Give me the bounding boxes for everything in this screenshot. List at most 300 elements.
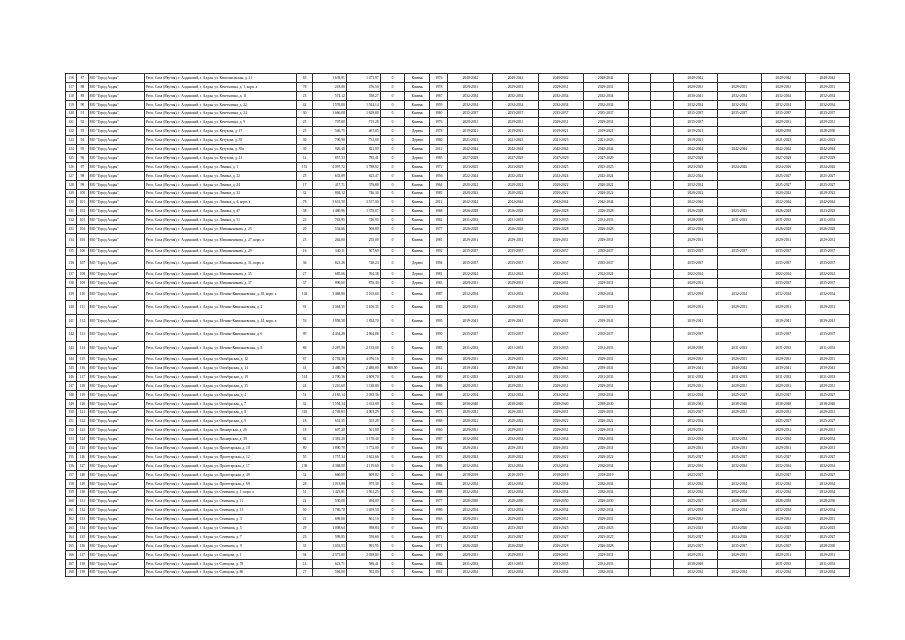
table-cell: 2042-2044 xyxy=(761,145,805,154)
table-cell: 2025-2027 xyxy=(805,180,849,189)
table-cell: 2029-2031 xyxy=(538,408,583,417)
table-cell: 0 xyxy=(380,189,405,198)
table-cell: 0 xyxy=(380,506,405,515)
table-cell: 2028-2030 xyxy=(805,541,849,550)
table-cell: Камень xyxy=(405,74,430,83)
table-cell: 2035-2037 xyxy=(448,109,493,118)
table-cell: МО "Город Алдан" xyxy=(88,171,144,180)
table-cell: 660,00 xyxy=(312,470,346,479)
table-cell: 2020-2022 xyxy=(493,417,538,426)
table-cell: 107 xyxy=(77,256,88,270)
table-cell: 2031-2033 xyxy=(493,559,538,568)
table-cell: 2025-2027 xyxy=(673,533,717,542)
table-cell: 100 xyxy=(77,189,88,198)
table-cell: Респ. Саха (Якутия), г. Алданский, г. Алдан, ул. Семенова, д. 11 xyxy=(144,497,296,506)
table-cell: 1988 xyxy=(430,488,448,497)
table-cell: 2032-2034 xyxy=(493,568,538,577)
table-cell: 0 xyxy=(380,247,405,256)
table-cell xyxy=(628,399,651,408)
table-cell: 2032-2034 xyxy=(538,506,583,515)
table-cell: 2023-2025 xyxy=(583,162,628,171)
table-cell: 24 xyxy=(297,381,313,390)
table-cell: 2021-2023 xyxy=(538,136,583,145)
table-cell: МО "Город Алдан" xyxy=(88,91,144,100)
table-cell: 0 xyxy=(380,408,405,417)
table-cell: 2029-2031 xyxy=(448,408,493,417)
table-cell: 2020-2022 xyxy=(583,180,628,189)
table-cell: Респ. Саха (Якутия), г. Алданский, г. Алдан, ул. Ленина, д. 51 xyxy=(144,216,296,225)
table-cell: 2031-2033 xyxy=(805,216,849,225)
table-cell: 2020-2022 xyxy=(538,453,583,462)
table-cell: 137 xyxy=(77,550,88,559)
table-cell: 2 609,70 xyxy=(346,372,380,381)
table-cell: Респ. Саха (Якутия), г. Алданский, г. Алдан, ул. Слепцова, д. 78 xyxy=(144,559,296,568)
table-cell xyxy=(628,444,651,453)
table-cell: 926,40 xyxy=(312,145,346,154)
table-cell: Респ. Саха (Якутия), г. Алданский, г. Алдан, ул. Кочетыгина, д. 9 xyxy=(144,118,296,127)
table-cell: 0 xyxy=(380,470,405,479)
table-cell: 1 361,25 xyxy=(346,488,380,497)
table-cell: 2032-2034 xyxy=(583,488,628,497)
table-cell: 111 xyxy=(77,301,88,315)
table-cell xyxy=(628,390,651,399)
table-cell: 143 xyxy=(66,341,77,355)
table-cell: Респ. Саха (Якутия), г. Алданский, г. Алдан, ул. Пролетарская, д. 12 xyxy=(144,453,296,462)
table-cell: 2023-2025 xyxy=(673,524,717,533)
table-cell: 2042-2044 xyxy=(805,145,849,154)
table-cell: 133 xyxy=(66,225,77,234)
table-cell: 2022-2024 xyxy=(761,269,805,278)
table-cell xyxy=(717,154,761,163)
table-cell: 2032-2034 xyxy=(493,287,538,301)
table-cell: 607,20 xyxy=(312,426,346,435)
table-cell: 158 xyxy=(66,479,77,488)
table-cell: 25 xyxy=(297,171,313,180)
table-cell: 2032-2034 xyxy=(761,91,805,100)
table-cell: 594,38 xyxy=(346,269,380,278)
table-cell: 0 xyxy=(380,479,405,488)
table-cell: 2029-2031 xyxy=(538,550,583,559)
table-cell: 726,95 xyxy=(346,216,380,225)
table-cell: 558,27 xyxy=(346,91,380,100)
table-cell: 0 xyxy=(380,269,405,278)
table-cell: 1972 xyxy=(430,524,448,533)
table-cell: Респ. Саха (Якутия), г. Алданский, г. Алдан, ул. Семенова, д. 3 xyxy=(144,515,296,524)
table-cell: 623,71 xyxy=(312,559,346,568)
table-cell xyxy=(651,301,674,315)
table-cell: 160 xyxy=(66,497,77,506)
table-cell: 2027-2029 xyxy=(493,154,538,163)
table-cell: 2038-2040 xyxy=(673,559,717,568)
table-cell: 2032-2034 xyxy=(805,100,849,109)
table-cell: 2025-2027 xyxy=(717,453,761,462)
table-cell: 1964 xyxy=(430,355,448,364)
table-cell: 25 xyxy=(297,118,313,127)
table-cell: 114 xyxy=(297,372,313,381)
table-cell: 159 xyxy=(66,488,77,497)
table-cell: 1986 xyxy=(430,506,448,515)
table-cell: 2031-2033 xyxy=(493,216,538,225)
table-cell: 0 xyxy=(380,287,405,301)
table-cell: 2023-2025 xyxy=(805,207,849,216)
table-cell xyxy=(651,189,674,198)
table-cell: 2029-2031 xyxy=(761,444,805,453)
table-cell: 16 xyxy=(297,247,313,256)
table-cell: Респ. Саха (Якутия), г. Алданский, г. Алдан, ул. Ленина, д. 4, корп. а xyxy=(144,198,296,207)
document-page xyxy=(65,73,850,577)
table-cell xyxy=(628,234,651,248)
table-cell: 2039-2041 xyxy=(583,314,628,328)
table-cell: Камень xyxy=(405,207,430,216)
table-cell: 89 xyxy=(77,91,88,100)
table-cell: 2031-2033 xyxy=(538,341,583,355)
table-cell: МО "Город Алдан" xyxy=(88,278,144,287)
table-cell: 2039-2041 xyxy=(761,314,805,328)
table-cell: 2029-2031 xyxy=(583,381,628,390)
table-cell: 136 xyxy=(77,541,88,550)
table-cell xyxy=(651,207,674,216)
table-row xyxy=(66,154,850,163)
table-cell: 1 480,96 xyxy=(312,207,346,216)
table-cell: 2032-2034 xyxy=(673,435,717,444)
table-cell: 102 xyxy=(77,207,88,216)
table-cell: 2039-2041 xyxy=(761,364,805,373)
table-cell: 1971 xyxy=(430,541,448,550)
table-cell: 25 xyxy=(297,127,313,136)
table-cell: 127 xyxy=(66,171,77,180)
table-cell: 1 138,80 xyxy=(346,381,380,390)
table-cell: 3 364,35 xyxy=(312,301,346,315)
table-row xyxy=(66,136,850,145)
table-cell: 1964 xyxy=(430,470,448,479)
table-cell: Респ. Саха (Якутия), г. Алданский, г. Алдан, ул. Мичманчикова, д. 35 xyxy=(144,269,296,278)
table-cell: Камень xyxy=(405,515,430,524)
table-cell: 2032-2034 xyxy=(583,479,628,488)
table-cell: Камень xyxy=(405,198,430,207)
table-row xyxy=(66,207,850,216)
table-cell xyxy=(651,372,674,381)
table-cell: 2040-2042 xyxy=(717,364,761,373)
table-cell: 93 xyxy=(77,127,88,136)
table-cell: 2032-2034 xyxy=(448,287,493,301)
table-cell: 1960 xyxy=(430,136,448,145)
table-cell: 876,40 xyxy=(346,278,380,287)
table-cell: 1964 xyxy=(430,180,448,189)
table-cell: 88 xyxy=(77,82,88,91)
table-cell: Камень xyxy=(405,541,430,550)
table-cell: 2031-2033 xyxy=(717,341,761,355)
table-cell xyxy=(628,355,651,364)
table-cell xyxy=(651,269,674,278)
table-cell: 2029-2031 xyxy=(583,278,628,287)
table-cell: 2 371,00 xyxy=(312,550,346,559)
table-cell: МО "Город Алдан" xyxy=(88,435,144,444)
table-cell: Респ. Саха (Якутия), г. Алданский, г. Алдан, ул. Мотико-Кавильковская, д. 6 xyxy=(144,328,296,342)
table-cell: 2026-2028 xyxy=(448,541,493,550)
table-cell: 2 165,14 xyxy=(312,390,346,399)
table-cell: 2029-2031 xyxy=(673,444,717,453)
table-cell: 2029-2031 xyxy=(538,444,583,453)
table-cell: МО "Город Алдан" xyxy=(88,180,144,189)
table-cell: 0 xyxy=(380,497,405,506)
table-cell: 141 xyxy=(66,314,77,328)
table-cell: Респ. Саха (Якутия), г. Алданский, г. Алдан, ул. Ленина, д. 33 xyxy=(144,189,296,198)
table-cell xyxy=(717,269,761,278)
table-cell: 0 xyxy=(380,426,405,435)
table-cell: 2032-2034 xyxy=(717,461,761,470)
table-cell: Респ. Саха (Якутия), г. Алданский, г. Алдан, ул. Октябрьская, д. 8 xyxy=(144,408,296,417)
table-cell: МО "Город Алдан" xyxy=(88,127,144,136)
table-cell: 2032-2034 xyxy=(717,435,761,444)
table-cell: 2029-2031 xyxy=(583,408,628,417)
table-cell: 2035-2037 xyxy=(673,118,717,127)
table-cell xyxy=(628,559,651,568)
table-cell: МО "Город Алдан" xyxy=(88,417,144,426)
table-cell: 0 xyxy=(380,127,405,136)
table-cell: 631,35 xyxy=(312,417,346,426)
table-cell: 2029-2031 xyxy=(538,515,583,524)
table-cell: 0 xyxy=(380,417,405,426)
table-cell: 2032-2034 xyxy=(538,479,583,488)
table-cell: Камень xyxy=(405,364,430,373)
table-cell: 2029-2031 xyxy=(583,301,628,315)
table-cell: МО "Город Алдан" xyxy=(88,426,144,435)
table-cell: Дерево xyxy=(405,154,430,163)
table-cell xyxy=(628,207,651,216)
table-cell: 51 xyxy=(297,488,313,497)
table-cell: 1977 xyxy=(430,497,448,506)
table-cell: 2029-2031 xyxy=(805,82,849,91)
table-cell: 2023-2025 xyxy=(717,207,761,216)
table-cell: 2039-2041 xyxy=(448,314,493,328)
table-cell: 130 xyxy=(77,488,88,497)
table-cell xyxy=(628,524,651,533)
table-cell: 117 xyxy=(66,82,77,91)
table-cell: 0 xyxy=(380,100,405,109)
table-cell: 132 xyxy=(77,506,88,515)
table-cell: Камень xyxy=(405,109,430,118)
table-cell: 2022-2024 xyxy=(673,269,717,278)
table-cell: 2031-2033 xyxy=(493,341,538,355)
table-cell: Камень xyxy=(405,372,430,381)
table-cell xyxy=(651,515,674,524)
table-cell: 1968 xyxy=(430,417,448,426)
table-cell: 1982 xyxy=(430,559,448,568)
table-cell: 165 xyxy=(66,541,77,550)
table-cell xyxy=(651,444,674,453)
table-cell: 2052-2054 xyxy=(717,488,761,497)
table-cell xyxy=(651,314,674,328)
table-cell: Камень xyxy=(405,461,430,470)
table-cell: 2032-2034 xyxy=(761,461,805,470)
table-cell xyxy=(628,408,651,417)
table-cell xyxy=(651,364,674,373)
table-cell: 32 xyxy=(297,470,313,479)
table-cell: 2029-2031 xyxy=(538,301,583,315)
table-cell: 2025-2027 xyxy=(673,541,717,550)
table-cell: МО "Город Алдан" xyxy=(88,189,144,198)
table-cell: 2026-2028 xyxy=(761,225,805,234)
table-cell: Респ. Саха (Якутия), г. Алданский, г. Алдан, ул. Мотико-Кавильковская, д. 18, корп. а xyxy=(144,287,296,301)
table-cell: 2042-2044 xyxy=(583,198,628,207)
table-cell: 2019-2021 xyxy=(673,127,717,136)
table-cell: 2020-2022 xyxy=(493,180,538,189)
table-cell: 2032-2034 xyxy=(673,287,717,301)
table-cell: Камень xyxy=(405,145,430,154)
table-cell xyxy=(717,278,761,287)
table-cell: 2032-2034 xyxy=(538,91,583,100)
table-cell: 2032-2034 xyxy=(805,506,849,515)
table-cell: 119 xyxy=(66,100,77,109)
table-cell: 122 xyxy=(66,127,77,136)
table-cell: Камень xyxy=(405,506,430,515)
table-cell: 2042-2044 xyxy=(583,145,628,154)
table-cell xyxy=(717,328,761,342)
table-cell: 2029-2031 xyxy=(761,301,805,315)
table-row xyxy=(66,524,850,533)
table-cell: 262,00 xyxy=(312,234,346,248)
table-cell: 140 xyxy=(66,301,77,315)
table-cell: МО "Город Алдан" xyxy=(88,470,144,479)
table-cell: 2039-2041 xyxy=(538,314,583,328)
table-cell xyxy=(628,372,651,381)
table-cell: 94 xyxy=(297,550,313,559)
table-cell: 1 423,81 xyxy=(312,488,346,497)
table-cell: 2023-2025 xyxy=(538,162,583,171)
table-cell xyxy=(651,136,674,145)
table-row xyxy=(66,479,850,488)
table-cell: 2032-2034 xyxy=(717,568,761,577)
table-cell: 1980 xyxy=(430,372,448,381)
table-cell: МО "Город Алдан" xyxy=(88,541,144,550)
table-cell: 0 xyxy=(380,136,405,145)
table-cell: 2035-2037 xyxy=(583,247,628,256)
table-cell: 23 xyxy=(297,91,313,100)
table-cell: 1961 xyxy=(430,568,448,577)
table-row xyxy=(66,118,850,127)
table-cell: 2031-2033 xyxy=(717,372,761,381)
table-cell: Дерево xyxy=(405,136,430,145)
table-cell: 2025-2027 xyxy=(673,453,717,462)
table-cell: 0 xyxy=(380,180,405,189)
table-cell xyxy=(717,189,761,198)
table-cell: 2039-2041 xyxy=(805,364,849,373)
table-cell xyxy=(717,180,761,189)
table-cell: 55 xyxy=(297,453,313,462)
table-cell: 2026-2028 xyxy=(583,541,628,550)
table-cell: 2029-2031 xyxy=(805,381,849,390)
table-cell: Камень xyxy=(405,355,430,364)
table-cell: 530,00 xyxy=(312,497,346,506)
table-cell: 2035-2037 xyxy=(448,328,493,342)
table-cell: 2022-2024 xyxy=(673,171,717,180)
table-cell: 2029-2031 xyxy=(717,408,761,417)
table-cell: 561,80 xyxy=(346,426,380,435)
table-cell: 2021-2023 xyxy=(448,136,493,145)
table-cell: 2032-2034 xyxy=(717,506,761,515)
table-cell: 2025-2027 xyxy=(673,497,717,506)
table-cell: 0 xyxy=(380,154,405,163)
table-cell: 117 xyxy=(77,372,88,381)
table-cell: 0 xyxy=(380,145,405,154)
table-cell: 2039-2041 xyxy=(493,314,538,328)
table-cell: 138 xyxy=(297,461,313,470)
table-row xyxy=(66,364,850,373)
table-cell: 2021-2023 xyxy=(805,136,849,145)
table-cell: 2012 xyxy=(430,198,448,207)
table-cell: 633,89 xyxy=(312,171,346,180)
table-cell: 126 xyxy=(77,453,88,462)
table-cell: 2039-2041 xyxy=(448,364,493,373)
table-cell: 2027-2029 xyxy=(805,154,849,163)
table-cell: 133 xyxy=(77,515,88,524)
table-cell: 137 xyxy=(66,269,77,278)
table-cell: 1960 xyxy=(430,109,448,118)
table-cell: 2035-2037 xyxy=(673,109,717,118)
table-cell: 1967 xyxy=(430,91,448,100)
table-cell: Камень xyxy=(405,100,430,109)
table-cell: 2031-2033 xyxy=(538,216,583,225)
table-cell: 27 xyxy=(297,269,313,278)
table-cell: 0 xyxy=(380,256,405,270)
table-cell: 2025-2027 xyxy=(673,470,717,479)
table-cell: 2029-2031 xyxy=(761,408,805,417)
table-cell xyxy=(717,171,761,180)
table-cell: 2020-2022 xyxy=(673,189,717,198)
table-cell: 2023-2025 xyxy=(493,524,538,533)
table-cell: 92 xyxy=(77,118,88,127)
table-cell: 2032-2034 xyxy=(448,488,493,497)
table-cell: 2032-2034 xyxy=(761,506,805,515)
table-cell: 1985 xyxy=(430,154,448,163)
table-cell xyxy=(651,568,674,577)
table-cell: 2032-2034 xyxy=(583,91,628,100)
table-cell: 2018-2019 xyxy=(583,470,628,479)
table-row xyxy=(66,328,850,342)
table-cell: 0 xyxy=(380,533,405,542)
table-cell: 2029-2031 xyxy=(805,444,849,453)
table-cell: МО "Город Алдан" xyxy=(88,355,144,364)
table-cell: 32 xyxy=(297,189,313,198)
table-row xyxy=(66,225,850,234)
table-cell: 2035-2037 xyxy=(538,247,583,256)
table-cell: МО "Город Алдан" xyxy=(88,390,144,399)
table-cell: 2025-2027 xyxy=(761,171,805,180)
table-cell xyxy=(628,82,651,91)
table-cell: 2029-2031 xyxy=(493,278,538,287)
table-row xyxy=(66,301,850,315)
table-cell: 2032-2034 xyxy=(673,479,717,488)
table-cell: 2035-2037 xyxy=(583,328,628,342)
table-cell: 138 xyxy=(77,559,88,568)
table-cell: МО "Город Алдан" xyxy=(88,453,144,462)
table-cell: 2032-2034 xyxy=(583,506,628,515)
table-cell: 2039-2041 xyxy=(805,314,849,328)
table-cell: 2029-2031 xyxy=(448,550,493,559)
table-cell: 2035-2037 xyxy=(538,328,583,342)
table-row xyxy=(66,461,850,470)
table-cell: 2029-2031 xyxy=(448,278,493,287)
table-cell: Респ. Саха (Якутия), г. Алданский, г. Алдан, ул. Мичманчикова, д. 31, корп. а xyxy=(144,256,296,270)
table-cell: 2022-2024 xyxy=(583,171,628,180)
table-cell: 2026-2028 xyxy=(448,207,493,216)
table-cell: 1994 xyxy=(430,256,448,270)
table-cell: 2032-2034 xyxy=(805,287,849,301)
table-cell: 534,66 xyxy=(312,225,346,234)
table-cell: 2025-2027 xyxy=(805,470,849,479)
table-cell: 2029-2031 xyxy=(805,301,849,315)
table-cell: 51 xyxy=(297,390,313,399)
